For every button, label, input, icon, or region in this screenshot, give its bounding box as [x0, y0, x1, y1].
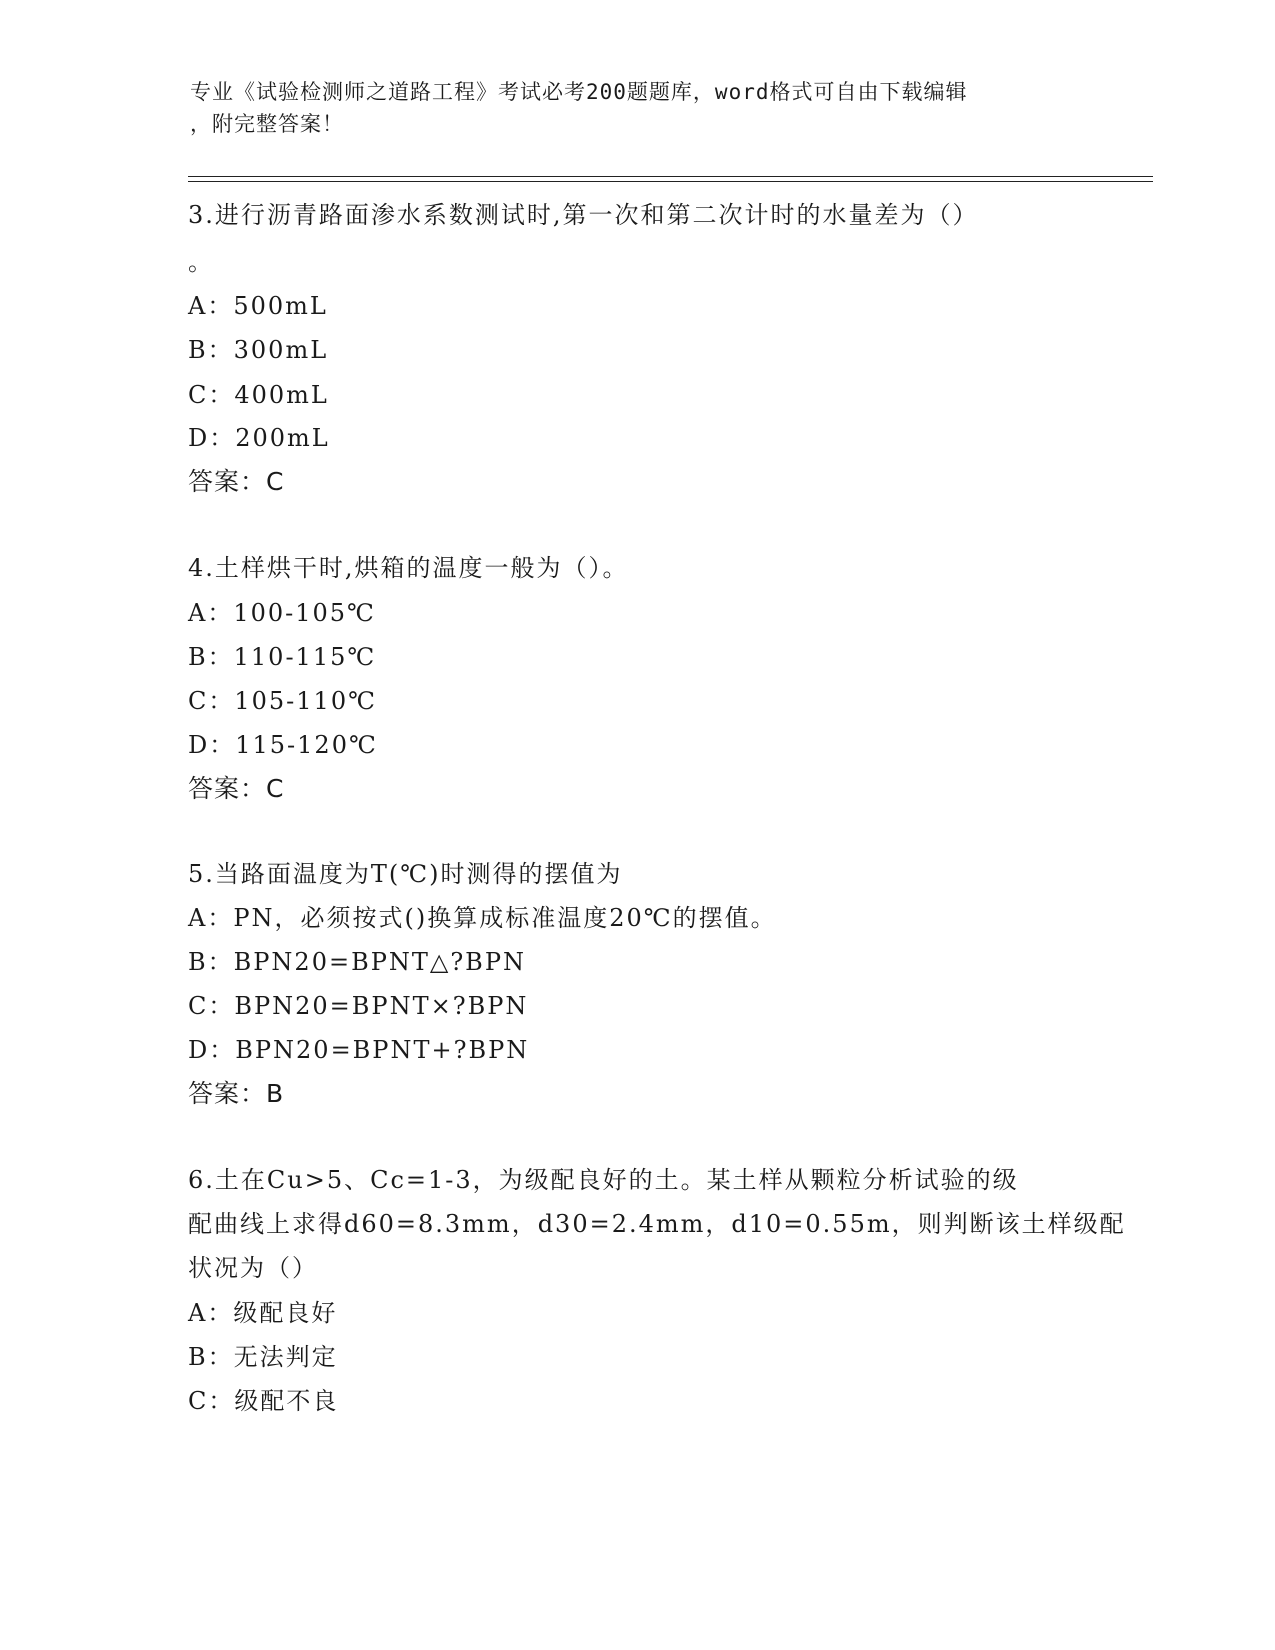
question-6-stem-line-3: 状况为（）	[188, 1254, 318, 1282]
header-title-line-1: 专业《试验检测师之道路工程》考试必考200题题库，word格式可自由下载编辑	[190, 80, 968, 104]
question-6-option-c: C：级配不良	[188, 1387, 339, 1415]
question-3-option-b: B：300mL	[188, 336, 329, 364]
question-3-stem-line-2: 。	[188, 248, 214, 276]
question-6-option-a: A：级配良好	[188, 1299, 338, 1327]
question-6-stem-line-2: 配曲线上求得d60=8.3mm，d30=2.4mm，d10=0.55m，则判断该土样级配	[188, 1210, 1126, 1238]
question-3-option-d: D：200mL	[188, 424, 330, 452]
header-title-line-2: ，附完整答案！	[190, 112, 344, 136]
question-6-stem-line-1: 6.土在Cu>5、Cc=1-3，为级配良好的土。某土样从颗粒分析试验的级	[188, 1166, 1019, 1194]
question-5-option-d: D：BPN20=BPNT+?BPN	[188, 1036, 530, 1064]
question-4-stem: 4.土样烘干时,烘箱的温度一般为（）。	[188, 554, 629, 582]
question-5-stem: 5.当路面温度为T(℃)时测得的摆值为	[188, 860, 623, 888]
question-4-option-c: C：105-110℃	[188, 687, 377, 715]
header-divider-top	[188, 176, 1153, 177]
header-divider-bottom	[188, 181, 1153, 182]
question-5-option-c: C：BPN20=BPNT×?BPN	[188, 992, 529, 1020]
question-3-option-c: C：400mL	[188, 381, 329, 409]
question-5-option-b: B：BPN20=BPNT△?BPN	[188, 948, 526, 976]
question-6-option-b: B：无法判定	[188, 1343, 338, 1371]
question-3-answer: 答案：C	[188, 467, 285, 496]
question-4-option-b: B：110-115℃	[188, 643, 377, 671]
question-5-option-a: A：PN，必须按式()换算成标准温度20℃的摆值。	[188, 904, 777, 932]
question-4-option-a: A：100-105℃	[188, 599, 376, 627]
question-4-option-d: D：115-120℃	[188, 731, 378, 759]
question-5-answer: 答案：B	[188, 1079, 285, 1108]
question-4-answer: 答案：C	[188, 774, 285, 803]
question-3-option-a: A：500mL	[188, 292, 328, 320]
question-3-stem-line-1: 3.进行沥青路面渗水系数测试时,第一次和第二次计时的水量差为（）	[188, 201, 979, 229]
